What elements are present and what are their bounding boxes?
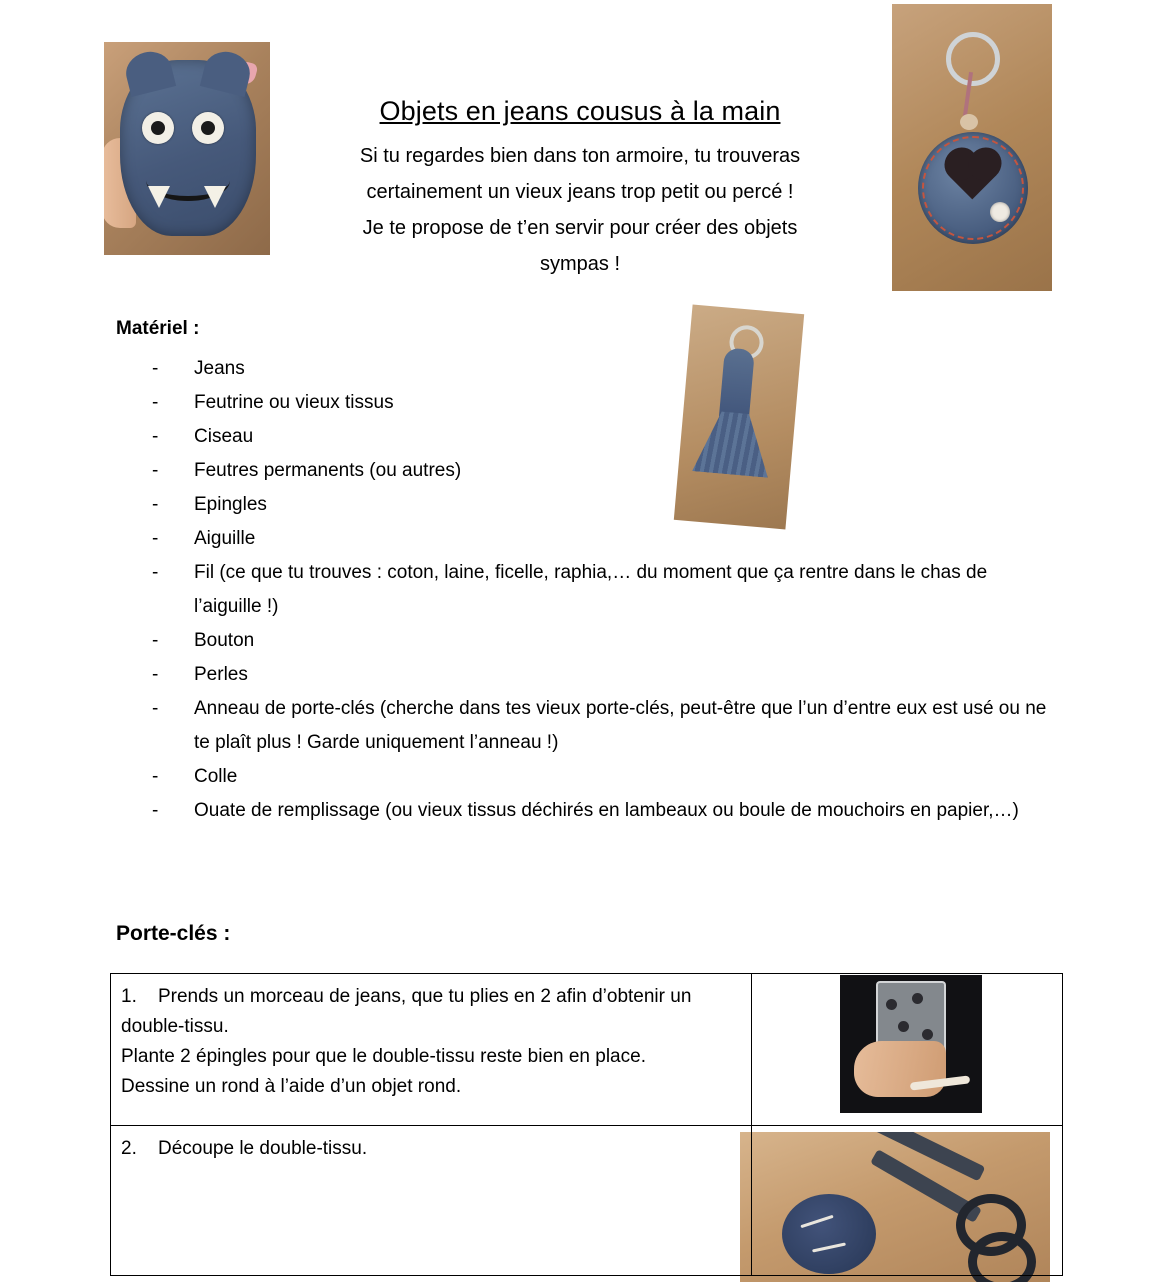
step-2-text-1: Découpe le double-tissu. [157, 1138, 368, 1159]
bullet-dash: - [152, 392, 159, 413]
bullet-dash: - [152, 460, 159, 481]
pink-bow-decoration [212, 62, 256, 86]
list-item-label: Jeans [194, 358, 245, 379]
list-item [148, 760, 1048, 794]
list-item [148, 386, 1048, 420]
step-1-text-cell [111, 974, 752, 1126]
step-1-text-1: Prends un morceau de jeans, que tu plies en 2 afin d’obtenir un double-tissu. [121, 986, 692, 1037]
list-item-label: Ciseau [194, 426, 254, 447]
keyring-section-heading: Porte-clés : [116, 922, 231, 945]
list-item-label: Feutrine ou vieux tissus [194, 392, 394, 413]
bead [960, 114, 978, 130]
list-item-label: Anneau de porte-clés (cherche dans tes vieux porte-clés, peut-être que l’un d’entre eux est usé ou ne te plaît plus ! Garde uniquement l’anneau !) [194, 698, 1047, 753]
monster-eye-left [142, 112, 174, 144]
list-item-label: Colle [194, 766, 238, 787]
list-item-label: Perles [194, 664, 248, 685]
step-2-number: 2. [121, 1138, 137, 1159]
photo-monster-keyring [104, 42, 270, 255]
materials-list [148, 352, 1048, 828]
steps-table [110, 973, 1063, 1276]
step-1-image-cell [752, 974, 1063, 1126]
bullet-dash: - [152, 528, 159, 549]
monster-denim-body [120, 60, 256, 236]
table-row [111, 1126, 1063, 1276]
step-2-image-cell [752, 1126, 1063, 1276]
denim-circle [918, 132, 1028, 244]
step-1-number: 1. [121, 986, 137, 1007]
intro-line-1: Si tu regardes bien dans ton armoire, tu trouveras [359, 145, 801, 167]
step-1-line-1 [121, 982, 741, 1042]
bullet-dash: - [152, 698, 159, 719]
page-title: Objets en jeans cousus à la main [379, 96, 781, 127]
step-1-line-2: Plante 2 épingles pour que le double-tissu reste bien en place. [121, 1046, 646, 1067]
bullet-dash: - [152, 426, 159, 447]
step-1-line-3: Dessine un rond à l’aide d’un objet rond. [121, 1076, 462, 1097]
list-item-label: Ouate de remplissage (ou vieux tissus déchirés en lambeaux ou boule de mouchoirs en papier,…) [194, 800, 1019, 821]
photo-heart-keyring [892, 4, 1052, 291]
step-2-text-cell [111, 1126, 752, 1276]
list-item [148, 658, 1048, 692]
intro-paragraph [278, 138, 882, 282]
list-item-label: Epingles [194, 494, 267, 515]
list-item [148, 794, 1048, 828]
monster-tooth-right [204, 186, 226, 208]
list-item [148, 556, 1048, 624]
materials-heading: Matériel : [116, 318, 200, 339]
list-item [148, 352, 1048, 386]
intro-line-4: sympas ! [539, 253, 621, 275]
list-item [148, 692, 1048, 760]
bullet-dash: - [152, 630, 159, 651]
table-row [111, 974, 1063, 1126]
monster-tooth-left [148, 186, 170, 208]
sewing-button [990, 202, 1010, 222]
list-item [148, 624, 1048, 658]
list-item [148, 454, 1048, 488]
bullet-dash: - [152, 766, 159, 787]
list-item [148, 488, 1048, 522]
bullet-dash: - [152, 358, 159, 379]
monster-eye-right [192, 112, 224, 144]
list-item-label: Aiguille [194, 528, 256, 549]
bullet-dash: - [152, 664, 159, 685]
bullet-dash: - [152, 800, 159, 821]
list-item [148, 420, 1048, 454]
intro-line-3: Je te propose de t’en servir pour créer des objets [362, 217, 798, 239]
list-item-label: Feutres permanents (ou autres) [194, 460, 462, 481]
bullet-dash: - [152, 494, 159, 515]
bullet-dash: - [152, 562, 159, 583]
list-item-label: Bouton [194, 630, 255, 651]
metal-ring [946, 32, 1000, 86]
step-2-line-1 [121, 1134, 741, 1164]
intro-line-2: certainement un vieux jeans trop petit ou percé ! [366, 181, 794, 203]
list-item [148, 522, 1048, 556]
list-item-label: Fil (ce que tu trouves : coton, laine, ficelle, raphia,… du moment que ça rentre dans le chas de l’aiguille !) [194, 562, 988, 617]
